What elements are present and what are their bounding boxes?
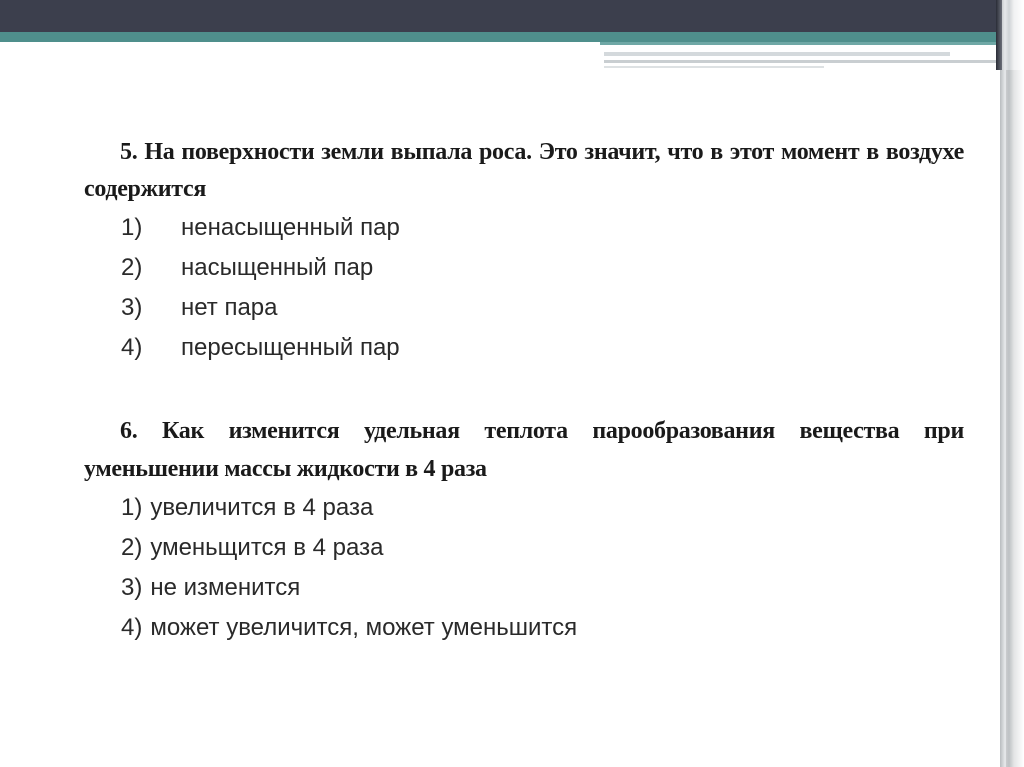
option-text: пересыщенный пар — [181, 334, 400, 361]
option-text: увеличится в 4 раза — [150, 494, 374, 521]
question-block — [84, 412, 964, 648]
question-text: 5. На поверхности земли выпала роса. Это значит, что в этот момент в воздухе содержится — [84, 139, 964, 202]
option-text: нет пара — [181, 294, 278, 321]
slide-content — [84, 134, 964, 648]
question-text: 6. Как изменится удельная теплота парообразования вещества при уменьшении массы жидкости в 4 раза — [84, 418, 964, 482]
decorative-line — [604, 60, 1000, 63]
answer-list — [84, 488, 964, 648]
option-text: ненасыщенный пар — [181, 214, 400, 241]
answer-option — [84, 248, 964, 288]
header-band — [0, 0, 1024, 32]
page-edge-dark — [996, 0, 1002, 70]
answer-option — [84, 568, 964, 608]
decorative-line — [604, 52, 950, 56]
answer-option — [84, 488, 964, 528]
option-number: 4) — [121, 334, 143, 361]
option-text: не изменится — [150, 574, 301, 601]
answer-option — [84, 528, 964, 568]
option-text: может увеличится, может уменьшится — [150, 614, 578, 641]
option-number: 3) — [121, 294, 143, 321]
page-shadow — [1006, 70, 1024, 767]
option-number: 3) — [121, 574, 143, 601]
option-number: 1) — [121, 494, 143, 521]
answer-option — [84, 608, 964, 648]
option-text: насыщенный пар — [181, 254, 374, 281]
option-number: 1) — [121, 214, 143, 241]
answer-option — [84, 328, 964, 368]
question-block — [84, 134, 964, 368]
answer-list — [84, 208, 964, 368]
option-text: уменьщится в 4 раза — [150, 534, 384, 561]
option-number: 2) — [121, 534, 143, 561]
accent-stripe-thin — [600, 42, 1000, 45]
option-number: 2) — [121, 254, 143, 281]
answer-option — [84, 288, 964, 328]
answer-option — [84, 208, 964, 248]
accent-stripe — [0, 32, 1000, 42]
decorative-line — [604, 66, 824, 68]
option-number: 4) — [121, 614, 143, 641]
